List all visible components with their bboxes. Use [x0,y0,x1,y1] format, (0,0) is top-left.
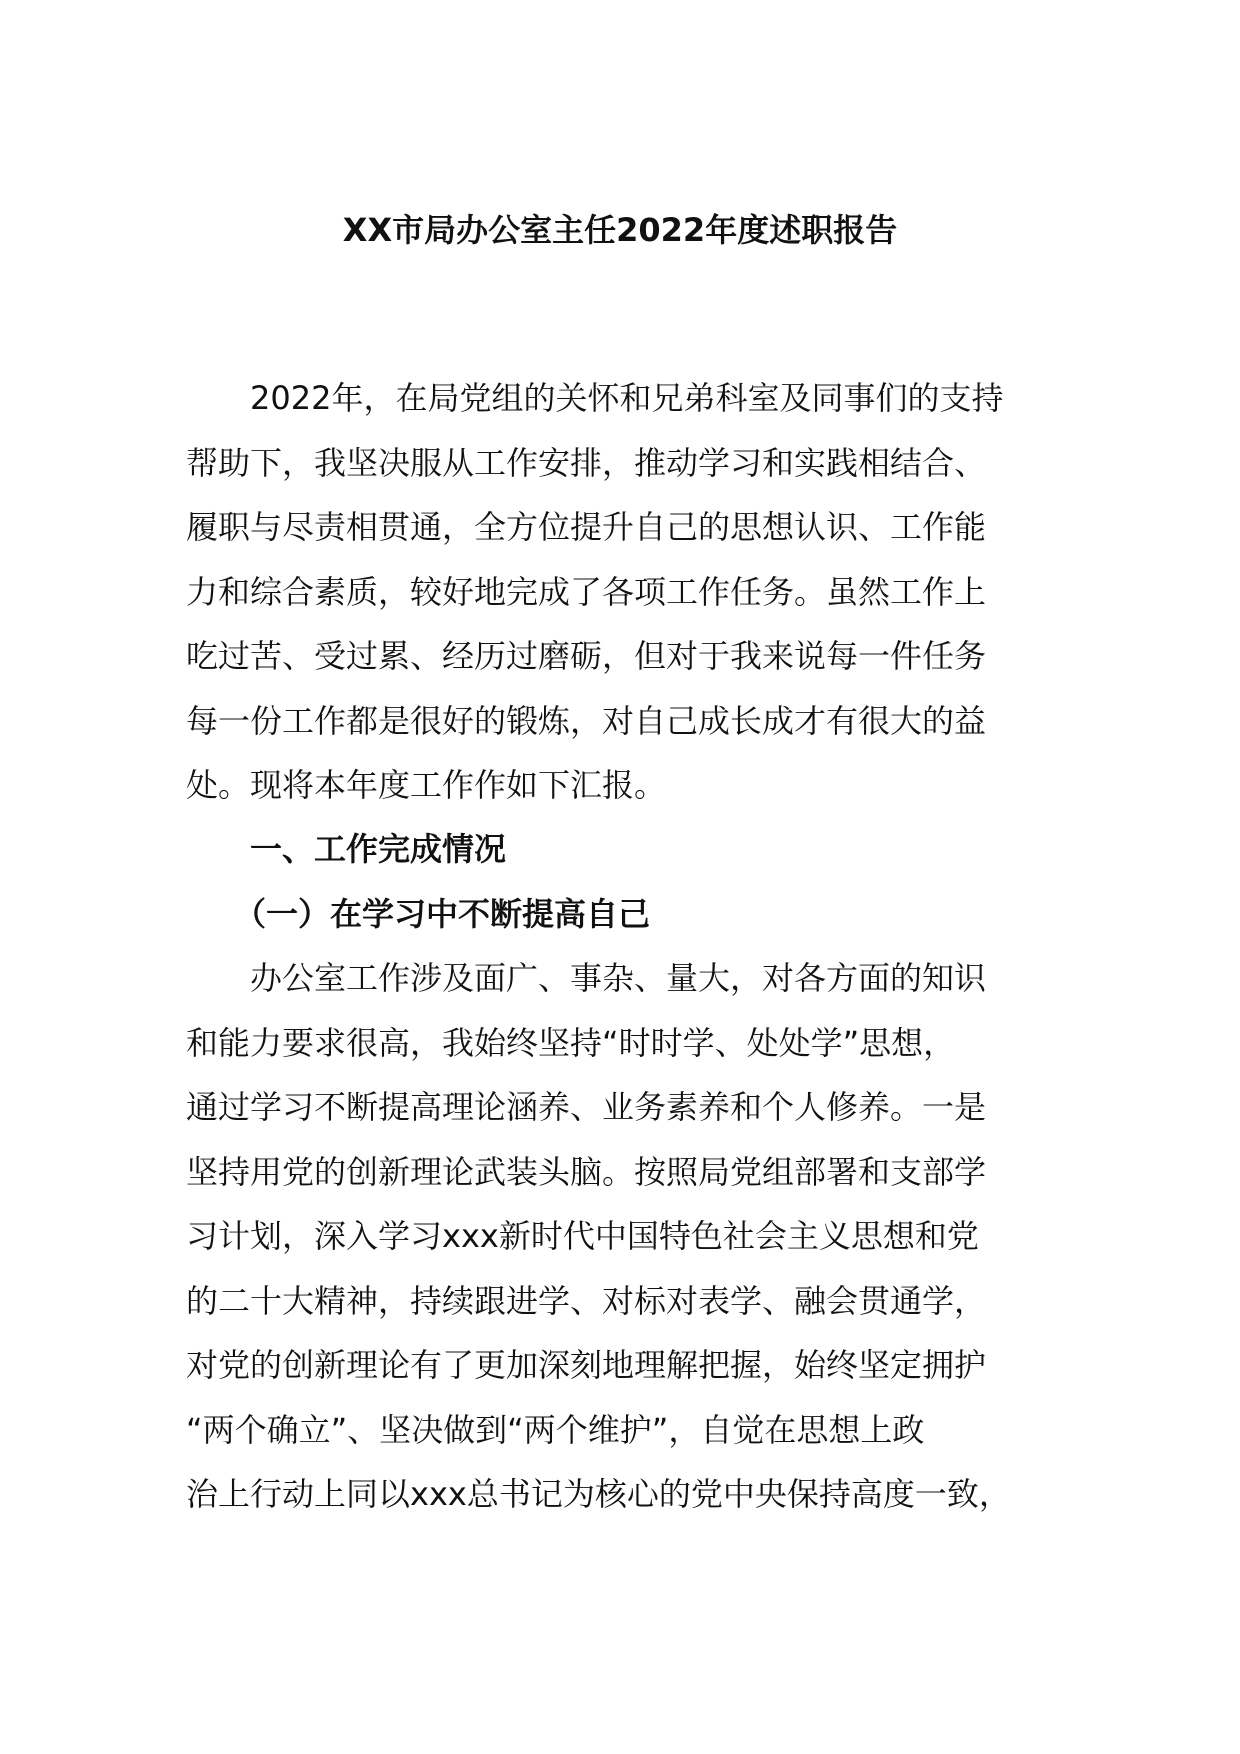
body-line: 吃过苦、受过累、经历过磨砺，但对于我来说每一件任务 [186,637,987,675]
body-line: 的二十大精神，持续跟进学、对标对表学、融会贯通学， [186,1282,987,1320]
body-line: 力和综合素质，较好地完成了各项工作任务。虽然工作上 [186,573,987,611]
body-line: 办公室工作涉及面广、事杂、量大，对各方面的知识 [186,959,987,997]
body-line: 通过学习不断提高理论涵养、业务素养和个人修养。一是 [186,1088,987,1126]
subsection-heading: （一）在学习中不断提高自己 [186,895,651,933]
body-line: “两个确立”、坚决做到“两个维护”，自觉在思想上政 [186,1411,925,1449]
section-heading: 一、工作完成情况 [186,830,507,868]
body-line: 对党的创新理论有了更加深刻地理解把握，始终坚定拥护 [186,1346,987,1384]
document-title: XX市局办公室主任2022年度述职报告 [342,211,898,249]
body-line: 2022年，在局党组的关怀和兄弟科室及同事们的支持 [186,379,1004,417]
body-line: 履职与尽责相贯通，全方位提升自己的思想认识、工作能 [186,508,987,546]
body-line: 处。现将本年度工作作如下汇报。 [186,766,667,804]
body-line: 和能力要求很高，我始终坚持“时时学、处处学”思想， [186,1024,956,1062]
body-line: 帮助下，我坚决服从工作安排，推动学习和实践相结合、 [186,444,987,482]
body-line: 治上行动上同以xxx总书记为核心的党中央保持高度一致， [186,1475,1011,1513]
body-line: 习计划，深入学习xxx新时代中国特色社会主义思想和党 [186,1217,979,1255]
body-line: 每一份工作都是很好的锻炼，对自己成长成才有很大的益 [186,702,987,740]
body-line: 坚持用党的创新理论武装头脑。按照局党组部署和支部学 [186,1153,987,1191]
